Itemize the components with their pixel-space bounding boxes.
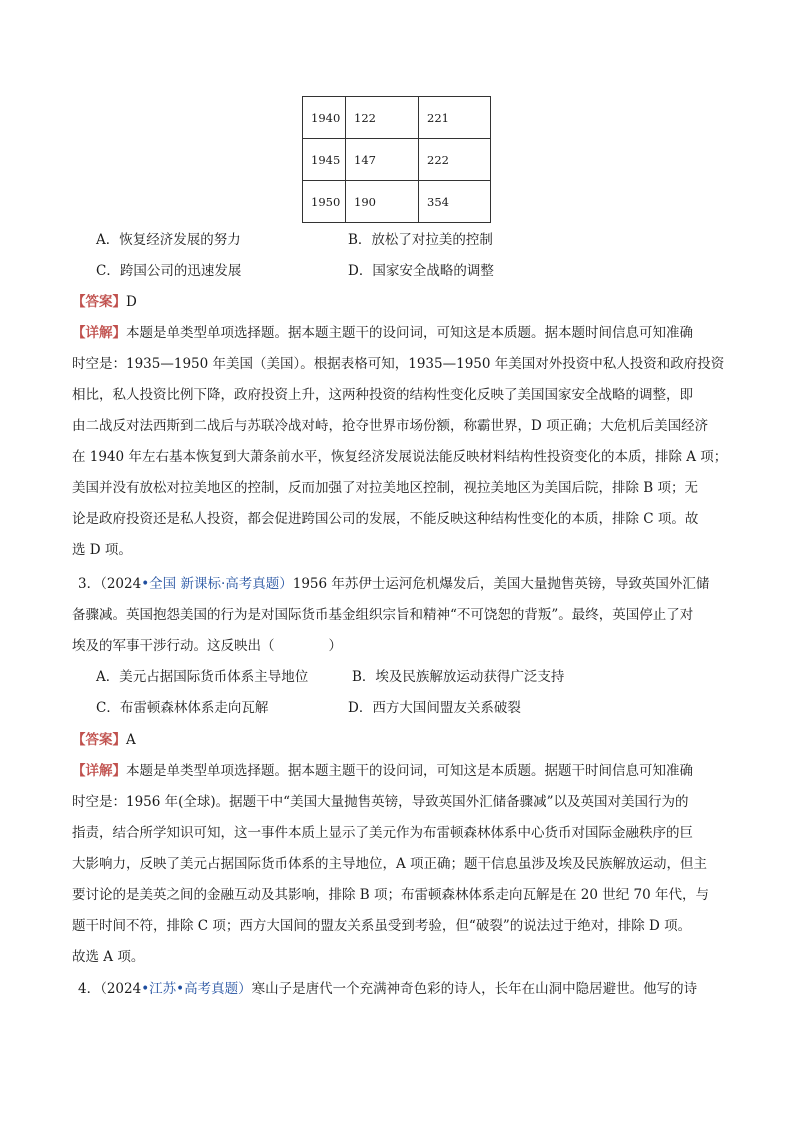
q2-option-d: D．国家安全战略的调整 — [348, 263, 494, 279]
question-source: （2024•江苏•高考真题） — [100, 981, 252, 997]
q2-detail-line: 美国并没有放松对拉美地区的控制，反而加强了对拉美地区控制，视拉美地区为美国后院，排除 B 项；无 — [72, 480, 699, 496]
q3-detail-line: 大影响力，反映了美元占据国际货币体系的主导地位，A 项正确；题干信息虽涉及埃及民族解放运动，但主 — [72, 856, 708, 872]
q2-detail-line: 选 D 项。 — [72, 542, 132, 558]
q3-detail-line: 指责，结合所学知识可知，这一事件本质上显示了美元作为布雷顿森林体系中心货币对国际金融秩序的巨 — [72, 825, 693, 841]
table-row — [303, 181, 491, 223]
question-source: （2024•全国 新课标·高考真题） — [100, 576, 293, 592]
q3-detail-line: 题干时间不符，排除 C 项；西方大国间的盟友关系虽受到考验，但“破裂”的说法过于绝对，排除 D 项。 — [72, 918, 692, 934]
q2-detail-line: 相比，私人投资比例下降，政府投资上升，这两种投资的结构性变化反映了美国国家安全战略的调整，即 — [72, 387, 693, 403]
table-row — [303, 97, 491, 139]
q3-stem-line: 埃及的军事干涉行动。这反映出（ ） — [72, 638, 342, 654]
q3-detail-line: 时空是：1956 年(全球)。据题干中“美国大量抛售英镑，导致英国外汇储备骤减”以及英国对美国行为的 — [72, 794, 689, 810]
question-number: 3． — [78, 576, 101, 592]
answer-tag: 【答案】 — [72, 732, 126, 748]
q2-detail-line: 论是政府投资还是私人投资，都会促进跨国公司的发展，不能反映这种结构性变化的本质，排除 C 项。故 — [72, 511, 699, 527]
q2-detail-line: 时空是：1935—1950 年美国（美国）。根据表格可知，1935—1950 年美国对外投资中私人投资和政府投资 — [72, 356, 725, 372]
detail-tag: 【详解】 — [72, 325, 126, 341]
q2-detail-line: 【详解】本题是单类型单项选择题。据本题主题干的设问词，可知这是本质题。据本题时间信息可知准确 — [72, 325, 693, 341]
table-cell: 354 — [419, 181, 491, 223]
table-cell: 147 — [346, 139, 419, 181]
investment-table — [302, 96, 491, 223]
table-cell: 1950 — [303, 181, 346, 223]
table-cell: 222 — [419, 139, 491, 181]
table-cell: 1940 — [303, 97, 346, 139]
table-row — [303, 139, 491, 181]
q2-option-b: B．放松了对拉美的控制 — [348, 232, 493, 248]
q3-answer — [72, 730, 136, 750]
answer-tag: 【答案】 — [72, 294, 126, 310]
q3-detail-line: 故选 A 项。 — [72, 949, 145, 965]
q3-stem-line: 备骤减。英国抱怨美国的行为是对国际货币基金组织宗旨和精神“不可饶恕的背叛”。最终，英国停止了对 — [72, 607, 694, 623]
q3-option-b: B．埃及民族解放运动获得广泛支持 — [352, 669, 565, 685]
q2-detail-line: 由二战反对法西斯到二战后与苏联冷战对峙，抢夺世界市场份额，称霸世界，D 项正确；大危机后美国经济 — [72, 418, 709, 434]
q3-option-c: C．布雷顿森林体系走向瓦解 — [96, 700, 269, 716]
table-cell: 221 — [419, 97, 491, 139]
q3-option-a: A．美元占据国际货币体系主导地位 — [96, 669, 309, 685]
answer-value: A — [126, 732, 136, 748]
q3-option-d: D．西方大国间盟友关系破裂 — [348, 700, 521, 716]
q3-detail-line: 要讨论的是美英之间的金融互动及其影响，排除 B 项；布雷顿森林体系走向瓦解是在 20 世纪 70 年代，与 — [72, 887, 710, 903]
table-cell: 190 — [346, 181, 419, 223]
question-number: 4． — [78, 981, 101, 997]
q2-detail-line: 在 1940 年左右基本恢复到大萧条前水平，恢复经济发展说法能反映材料结构性投资变化的本质，排除 A 项； — [72, 449, 728, 465]
detail-tag: 【详解】 — [72, 763, 126, 779]
q4-stem-line: 4．（2024•江苏•高考真题）寒山子是唐代一个充满神奇色彩的诗人，长年在山洞中隐居避世。他写的诗 — [78, 981, 698, 997]
q3-stem-line: 3．（2024•全国 新课标·高考真题）1956 年苏伊士运河危机爆发后，美国大量抛售英镑，导致英国外汇储 — [78, 576, 710, 592]
answer-value: D — [126, 294, 137, 310]
q2-option-c: C．跨国公司的迅速发展 — [96, 263, 242, 279]
q2-option-a: A．恢复经济发展的努力 — [96, 232, 241, 248]
q3-detail-line: 【详解】本题是单类型单项选择题。据本题主题干的设问词，可知这是本质题。据题干时间信息可知准确 — [72, 763, 693, 779]
q2-answer — [72, 292, 137, 312]
table-cell: 122 — [346, 97, 419, 139]
table-cell: 1945 — [303, 139, 346, 181]
